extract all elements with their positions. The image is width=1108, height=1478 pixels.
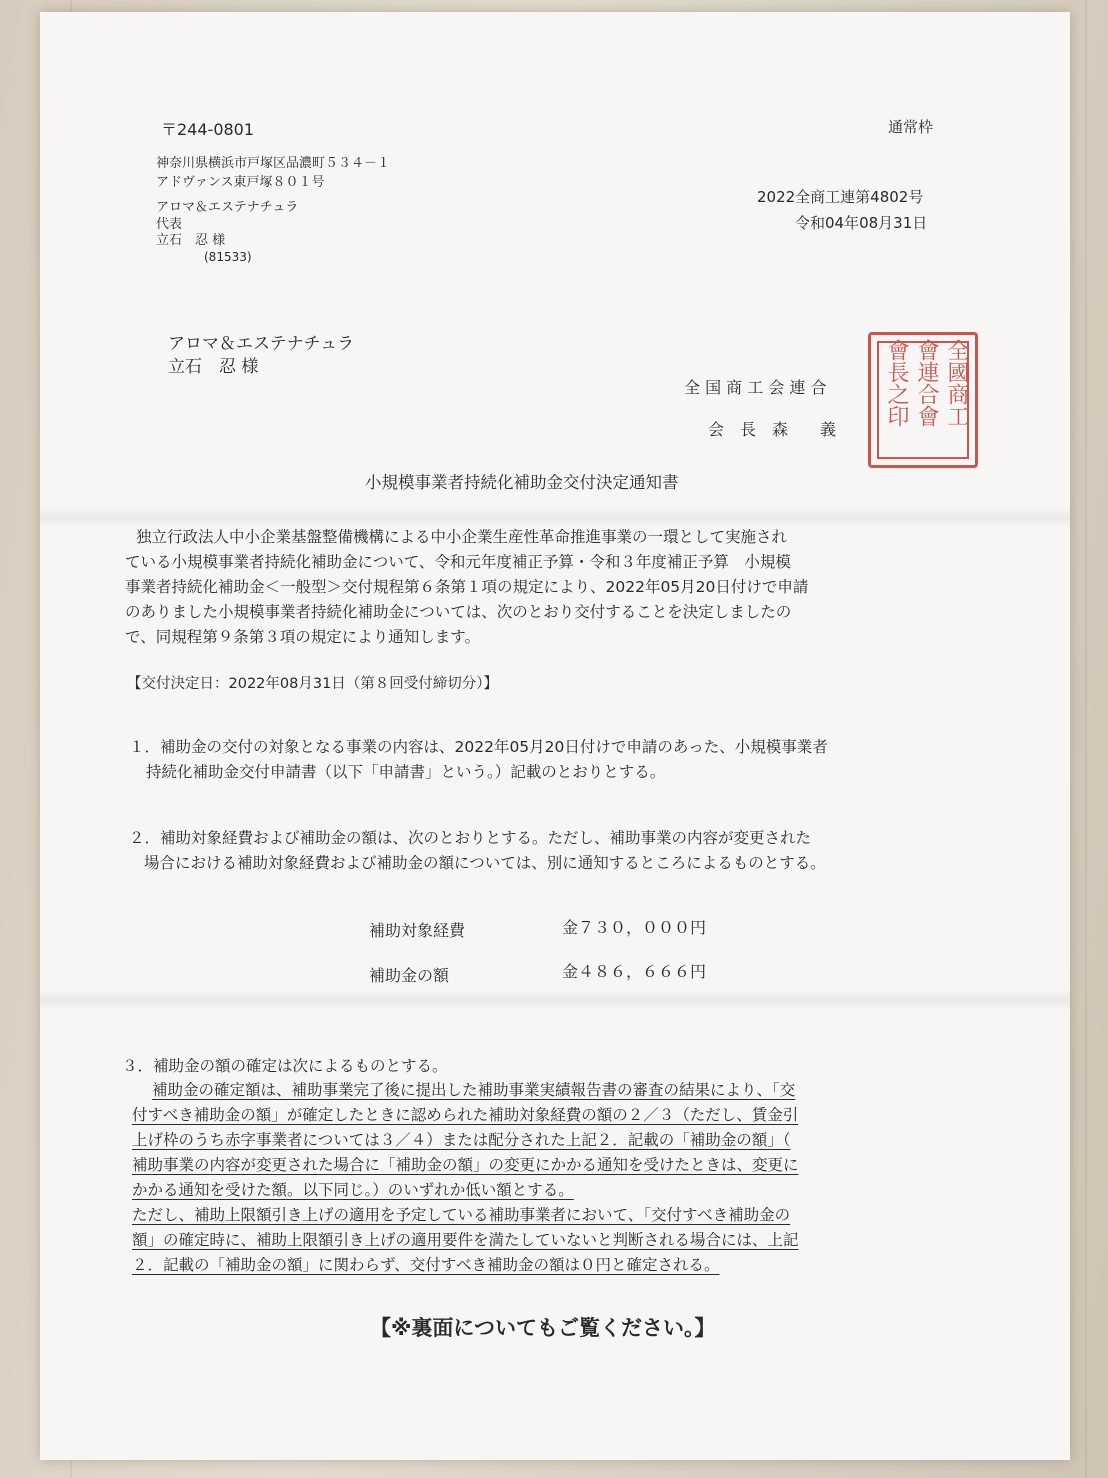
item3-line: 補助金の確定額は、補助事業完了後に提出した補助事業実績報告書の審査の結果により、「交 [152, 1081, 796, 1099]
notice-document [40, 12, 1070, 1460]
postal-code: 〒244-0801 [161, 120, 255, 139]
item3-line: かかる通知を受けた額。以下同じ。）のいずれか低い額とする。 [132, 1181, 574, 1199]
reverse-side-note: 【※裏面についてもご覧ください。】 [370, 1316, 716, 1340]
decision-date: 【交付決定日：2022年08月31日（第８回受付締切分）】 [127, 676, 499, 692]
document-number: 2022全商工連第4802号 [757, 188, 924, 206]
item2-line: ２．補助対象経費および補助金の額は、次のとおりとする。ただし、補助事業の内容が変更された [129, 829, 812, 847]
recipient-company: アロマ＆エステナチュラ [168, 334, 355, 354]
item3-line: 補助事業の内容が変更された場合に「補助金の額」の変更にかかる通知を受けたときは、変更に [132, 1156, 799, 1174]
amount-label-subsidy: 補助金の額 [369, 966, 450, 985]
item1-line: １．補助金の交付の対象となる事業の内容は、2022年05月20日付けで申請のあった、小規模事業者 [129, 738, 828, 756]
seal-text-column: 會長之印 [884, 339, 909, 427]
amount-value-subsidy: 金４８６，６６６円 [562, 962, 707, 981]
item3-line: 額」の確定時に、補助上限額引き上げの適用要件を満たしていないと判断される場合には、上記 [132, 1231, 799, 1249]
item3-line: ２．記載の「補助金の額」に関わらず、交付すべき補助金の額は０円と確定される。 [132, 1256, 720, 1274]
role-small: 代表 [156, 217, 183, 232]
item3-line: 上げ枠のうち赤字事業者については３／４）または配分された上記２．記載の「補助金の額」（ [132, 1131, 791, 1149]
amount-label-eligible-expenses: 補助対象経費 [369, 921, 466, 940]
issue-date: 令和04年08月31日 [795, 214, 928, 232]
item1-line: 持続化補助金交付申請書（以下「申請書」という。）記載のとおりとする。 [146, 763, 666, 781]
recipient-name: 立石 忍 様 [168, 357, 259, 377]
recipient-id-number: (81533) [204, 250, 252, 264]
amount-value-eligible-expenses: 金７３０，０００円 [562, 918, 707, 937]
seal-text-column: 會連合會 [914, 339, 939, 427]
sender-organization: 全 国 商 工 会 連 合 [684, 378, 827, 397]
paper-fold-line [40, 990, 1070, 1010]
recipient-name-small: 立石 忍 様 [156, 233, 226, 248]
address-line-1: 神奈川県横浜市戸塚区品濃町５３４－１ [156, 156, 391, 171]
frame-type-label: 通常枠 [888, 118, 934, 136]
item3-line: ただし、補助上限額引き上げの適用を予定している補助事業者において、「交付すべき補助金の [132, 1206, 791, 1224]
sender-president: 会 長 森 義 [708, 420, 837, 439]
intro-line: で、同規程第９条第３項の規定により通知します。 [125, 628, 480, 646]
address-line-2: アドヴァンス東戸塚８０１号 [156, 175, 325, 190]
intro-line: 独立行政法人中小企業基盤整備機構による中小企業生産性革命推進事業の一環として実施され [136, 528, 788, 546]
official-seal-stamp [868, 332, 978, 468]
intro-line: のありました小規模事業者持続化補助金については、次のとおり交付することを決定しましたの [125, 603, 792, 621]
item3-heading: ３．補助金の額の確定は次によるものとする。 [122, 1057, 448, 1075]
seal-text-column: 全國商工 [944, 339, 969, 427]
intro-line: 事業者持続化補助金＜一般型＞交付規程第６条第１項の規定により、2022年05月20日付けで申請 [125, 578, 809, 596]
company-name-small: アロマ＆エステナチュラ [156, 200, 299, 215]
floor-plank-line [1085, 0, 1087, 1478]
item3-line: 付すべき補助金の額」が確定したときに認められた補助対象経費の額の２／３（ただし、賃金引 [132, 1106, 799, 1124]
intro-line: ている小規模事業者持続化補助金について、令和元年度補正予算・令和３年度補正予算 小規模 [125, 553, 791, 571]
document-title: 小規模事業者持続化補助金交付決定通知書 [365, 473, 679, 492]
item2-line: 場合における補助対象経費および補助金の額については、別に通知するところによるものとする。 [144, 854, 826, 872]
